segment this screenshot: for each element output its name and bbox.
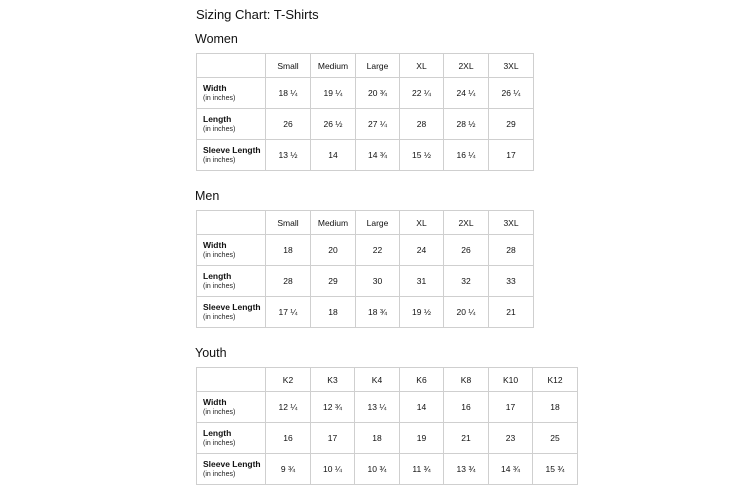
value-cell: 16 bbox=[266, 423, 311, 454]
value-cell: 25 bbox=[533, 423, 578, 454]
value-cell: 33 bbox=[489, 266, 534, 297]
value-cell: 9 ¾ bbox=[266, 454, 311, 485]
value-cell: 13 ¾ bbox=[444, 454, 489, 485]
value-cell: 20 bbox=[311, 235, 356, 266]
header-row bbox=[197, 368, 578, 392]
size-header: Medium bbox=[311, 54, 356, 78]
value-cell: 19 ¼ bbox=[311, 78, 356, 109]
measurement-name: Length bbox=[203, 113, 232, 124]
section-title-women: Women bbox=[195, 32, 238, 46]
header-row bbox=[197, 211, 534, 235]
value-cell: 16 bbox=[444, 392, 489, 423]
value-cell: 17 bbox=[489, 392, 533, 423]
value-cell: 20 ¾ bbox=[356, 78, 400, 109]
value-cell: 10 ¼ bbox=[311, 454, 355, 485]
size-header: 2XL bbox=[444, 211, 489, 235]
value-cell: 18 ¾ bbox=[356, 297, 400, 328]
table-row bbox=[197, 297, 534, 328]
row-label bbox=[197, 423, 266, 454]
table-row bbox=[197, 109, 534, 140]
measurement-unit: (in inches) bbox=[203, 313, 236, 321]
value-cell: 19 bbox=[400, 423, 444, 454]
table-row bbox=[197, 392, 578, 423]
measurement-name: Length bbox=[203, 427, 232, 438]
measurement-unit: (in inches) bbox=[203, 282, 236, 290]
size-header: K4 bbox=[355, 368, 400, 392]
table-row bbox=[197, 266, 534, 297]
row-label bbox=[197, 235, 266, 266]
page-title: Sizing Chart: T-Shirts bbox=[196, 7, 319, 22]
value-cell: 19 ½ bbox=[400, 297, 444, 328]
value-cell: 29 bbox=[489, 109, 534, 140]
size-header: 3XL bbox=[489, 211, 534, 235]
table-row bbox=[197, 78, 534, 109]
value-cell: 24 ¼ bbox=[444, 78, 489, 109]
value-cell: 31 bbox=[400, 266, 444, 297]
value-cell: 17 bbox=[489, 140, 534, 171]
measurement-name: Width bbox=[203, 82, 227, 93]
size-header: XL bbox=[400, 54, 444, 78]
value-cell: 32 bbox=[444, 266, 489, 297]
measurement-name: Width bbox=[203, 396, 227, 407]
size-header: Medium bbox=[311, 211, 356, 235]
value-cell: 24 bbox=[400, 235, 444, 266]
value-cell: 18 bbox=[533, 392, 578, 423]
value-cell: 26 bbox=[444, 235, 489, 266]
value-cell: 12 ¼ bbox=[266, 392, 311, 423]
measurement-unit: (in inches) bbox=[203, 251, 236, 259]
value-cell: 21 bbox=[489, 297, 534, 328]
measurement-unit: (in inches) bbox=[203, 156, 236, 164]
size-header: Large bbox=[356, 211, 400, 235]
row-label bbox=[197, 140, 266, 171]
size-header: K6 bbox=[400, 368, 444, 392]
men-size-table bbox=[196, 210, 534, 328]
value-cell: 14 bbox=[400, 392, 444, 423]
size-header: XL bbox=[400, 211, 444, 235]
table-row bbox=[197, 140, 534, 171]
measurement-name: Sleeve Length bbox=[203, 301, 261, 312]
value-cell: 15 ¾ bbox=[533, 454, 578, 485]
corner-cell bbox=[197, 54, 266, 78]
value-cell: 28 bbox=[489, 235, 534, 266]
value-cell: 13 ¼ bbox=[355, 392, 400, 423]
value-cell: 15 ½ bbox=[400, 140, 444, 171]
value-cell: 29 bbox=[311, 266, 356, 297]
measurement-name: Width bbox=[203, 239, 227, 250]
measurement-unit: (in inches) bbox=[203, 470, 236, 478]
value-cell: 20 ¼ bbox=[444, 297, 489, 328]
value-cell: 14 ¾ bbox=[489, 454, 533, 485]
value-cell: 11 ¾ bbox=[400, 454, 444, 485]
size-header: Large bbox=[356, 54, 400, 78]
header-row bbox=[197, 54, 534, 78]
measurement-name: Sleeve Length bbox=[203, 144, 261, 155]
measurement-name: Length bbox=[203, 270, 232, 281]
corner-cell bbox=[197, 368, 266, 392]
value-cell: 26 bbox=[266, 109, 311, 140]
measurement-unit: (in inches) bbox=[203, 94, 236, 102]
corner-cell bbox=[197, 211, 266, 235]
size-header: Small bbox=[266, 211, 311, 235]
size-header: 3XL bbox=[489, 54, 534, 78]
row-label bbox=[197, 78, 266, 109]
value-cell: 18 bbox=[266, 235, 311, 266]
value-cell: 17 ¼ bbox=[266, 297, 311, 328]
value-cell: 26 ½ bbox=[311, 109, 356, 140]
row-label bbox=[197, 109, 266, 140]
measurement-unit: (in inches) bbox=[203, 439, 236, 447]
value-cell: 18 bbox=[355, 423, 400, 454]
value-cell: 22 ¼ bbox=[400, 78, 444, 109]
measurement-name: Sleeve Length bbox=[203, 458, 261, 469]
value-cell: 28 ½ bbox=[444, 109, 489, 140]
value-cell: 22 bbox=[356, 235, 400, 266]
value-cell: 14 ¾ bbox=[356, 140, 400, 171]
section-title-youth: Youth bbox=[195, 346, 227, 360]
value-cell: 18 ¼ bbox=[266, 78, 311, 109]
value-cell: 16 ¼ bbox=[444, 140, 489, 171]
row-label bbox=[197, 297, 266, 328]
size-header: K2 bbox=[266, 368, 311, 392]
size-header: K3 bbox=[311, 368, 355, 392]
section-title-men: Men bbox=[195, 189, 220, 203]
measurement-unit: (in inches) bbox=[203, 408, 236, 416]
size-header: K12 bbox=[533, 368, 578, 392]
row-label bbox=[197, 392, 266, 423]
value-cell: 17 bbox=[311, 423, 355, 454]
value-cell: 28 bbox=[400, 109, 444, 140]
value-cell: 14 bbox=[311, 140, 356, 171]
value-cell: 26 ¼ bbox=[489, 78, 534, 109]
measurement-unit: (in inches) bbox=[203, 125, 236, 133]
value-cell: 10 ¾ bbox=[355, 454, 400, 485]
value-cell: 23 bbox=[489, 423, 533, 454]
value-cell: 21 bbox=[444, 423, 489, 454]
table-row bbox=[197, 235, 534, 266]
row-label bbox=[197, 454, 266, 485]
women-size-table bbox=[196, 53, 534, 171]
value-cell: 30 bbox=[356, 266, 400, 297]
youth-size-table bbox=[196, 367, 578, 485]
size-header: K8 bbox=[444, 368, 489, 392]
value-cell: 27 ¼ bbox=[356, 109, 400, 140]
size-header: 2XL bbox=[444, 54, 489, 78]
table-row bbox=[197, 454, 578, 485]
value-cell: 13 ½ bbox=[266, 140, 311, 171]
size-header: K10 bbox=[489, 368, 533, 392]
table-row bbox=[197, 423, 578, 454]
value-cell: 28 bbox=[266, 266, 311, 297]
value-cell: 12 ¾ bbox=[311, 392, 355, 423]
row-label bbox=[197, 266, 266, 297]
size-header: Small bbox=[266, 54, 311, 78]
value-cell: 18 bbox=[311, 297, 356, 328]
